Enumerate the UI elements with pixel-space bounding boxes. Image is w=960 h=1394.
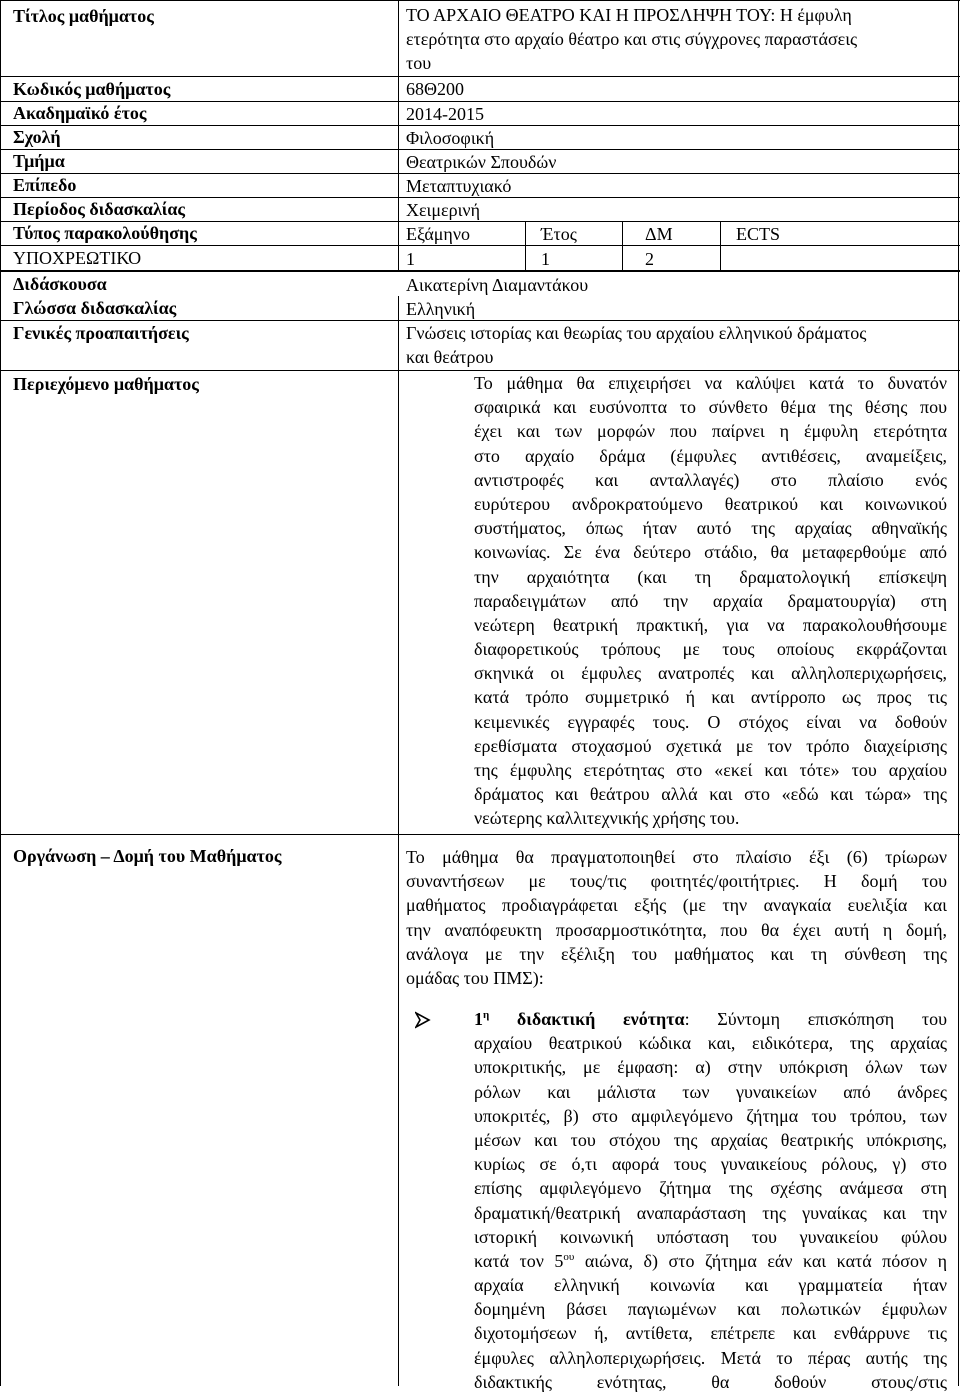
structure-line: συναντήσεων με τους/τις φοιτητές/φοιτήτριες. Η δομή του	[406, 871, 947, 892]
header-year: Έτος	[541, 224, 577, 244]
row-structure	[0, 834, 960, 1392]
table-border-left	[0, 0, 1, 1386]
row-school	[0, 125, 960, 149]
content-line: παραδειγμάτων από την αρχαία δραματουργία) στη	[474, 590, 947, 611]
structure-line: μαθήματος προδιαγράφεται εξής (με την αναγκαία ευελιξία και	[406, 895, 947, 916]
row-prerequisites	[0, 320, 960, 370]
content-line: σφαιρικά και ευσύνοπτα το σύνθετο θέμα της θέσης που	[474, 397, 947, 418]
value-period: Χειμερινή	[406, 200, 480, 220]
content-line: της έμφυλης ετερότητας στο «εκεί και τότε» του αρχαίου	[474, 760, 947, 780]
unit-line: δομημένη βάσει παγιωμένων και πολωτικών έμφυλων	[474, 1299, 947, 1320]
value-language: Ελληνική	[406, 299, 476, 319]
row-attendance	[0, 221, 960, 245]
value-semester: 1	[406, 249, 415, 269]
label-mandatory: ΥΠΟΧΡΕΩΤΙΚΟ	[13, 248, 142, 268]
content-line: αντιστροφές και ανταλλαγές) στο πλαίσιο ενός	[474, 469, 947, 490]
content-line: δράματος και θεάτρου αλλά και στο «εδώ και τώρα» της	[474, 784, 947, 805]
unit-line: διχοτομήσεων ή, αντίθετα, επέτρεπε και ενθάρρυνε τις	[474, 1323, 947, 1344]
content-line: νεώτερης καλλιτεχνικής χρήσης του.	[474, 808, 740, 829]
label-prerequisites: Γενικές προαπαιτήσεις	[13, 323, 189, 343]
content-line: κειμενικές εγγραφές τους. Ο στόχος είναι να δοθούν	[474, 711, 947, 732]
content-line: διαφορετικούς τρόπους με τους οποίους εκφράζονται	[474, 639, 947, 660]
label-period: Περίοδος διδασκαλίας	[13, 199, 186, 219]
unit-century-post: αιώνα, δ) στο ζήτημα εάν και κατά πόσον η	[574, 1250, 947, 1271]
unit-line: αρχαία ελληνική κοινωνία και γραμματεία ήταν	[474, 1275, 947, 1296]
unit-line: ιστορική κοινωνική υπόσταση του γυναικείου φύλου	[474, 1226, 947, 1247]
content-line: έχει και των μορφών που παίρνει η έμφυλη ετερότητα	[474, 421, 947, 442]
unit-title: διδακτική ενότητα	[516, 1009, 685, 1029]
unit-paragraph	[474, 1007, 947, 1394]
content-line: στο αρχαίο δράμα (έμφυλες αντιθέσεις, αναμείξεις,	[474, 445, 947, 466]
value-dm: 2	[645, 249, 654, 269]
header-dm: ΔΜ	[645, 224, 673, 244]
row-academic-year	[0, 101, 960, 125]
unit-century-pre: κατά τον 5	[474, 1250, 564, 1271]
unit-line: μέσων και του στόχου της αρχαίας θεατρικής υπόκρισης,	[474, 1129, 947, 1150]
row-content	[0, 370, 960, 834]
value-instructor: Αικατερίνη Διαμαντάκου	[406, 275, 589, 295]
table-border-right	[958, 0, 959, 1386]
content-line: Το μάθημα θα επιχειρήσει να καλύψει κατά το δυνατόν	[474, 373, 947, 393]
header-semester: Εξάμηνο	[406, 224, 470, 244]
header-ects: ECTS	[736, 224, 781, 244]
label-school: Σχολή	[13, 127, 61, 147]
value-academic-year: 2014-2015	[406, 104, 484, 124]
value-title-line1: ΤΟ ΑΡΧΑΙΟ ΘΕΑΤΡΟ ΚΑΙ Η ΠΡΟΣΛΗΨΗ ΤΟΥ: Η έμφυλη	[406, 5, 852, 25]
unit-first-text: : Σύντομη επισκόπηση του	[684, 1009, 947, 1029]
value-prerequisites-line2: και θεάτρου	[406, 347, 494, 367]
content-line: συστήματος, όπως ήταν αυτό της αρχαίας αθηναϊκής	[474, 518, 947, 539]
unit-century-sup: ου	[563, 1250, 575, 1263]
value-level: Μεταπτυχιακό	[406, 176, 512, 196]
unit-line-first	[474, 1007, 947, 1031]
unit-line: έμφυλες αλληλοπεριχωρήσεις. Μετά το πέρας αυτής της	[474, 1347, 947, 1368]
row-title	[0, 0, 960, 76]
value-year: 1	[541, 249, 550, 269]
arrow-bullet-icon	[415, 1011, 431, 1029]
unit-number: 1	[474, 1009, 483, 1029]
structure-line: Το μάθημα θα πραγματοποιηθεί στο πλαίσιο έξι (6) τρίωρων	[406, 847, 947, 867]
label-language: Γλώσσα διδασκαλίας	[13, 298, 177, 318]
row-period	[0, 197, 960, 221]
label-department: Τμήμα	[13, 151, 65, 171]
label-title: Τίτλος μαθήματος	[13, 6, 154, 26]
value-title-line3: του	[406, 53, 432, 73]
unit-line: υποκριτές, β) στο αμφιλεγόμενο ζήτημα του τρόπου, των	[474, 1105, 947, 1126]
structure-line: την αναπόφευκτη προσαρμοστικότητα, που θα έχει αυτή η δομή,	[406, 919, 947, 940]
unit-line: κυρίως σε ό,τι αφορά τους γυναικείους ρόλους, γ) στο	[474, 1154, 947, 1175]
content-line: σκηνικά οι έμφυλες ανατροπές και αλληλοπεριχωρήσεις,	[474, 663, 947, 684]
value-department: Θεατρικών Σπουδών	[406, 152, 557, 172]
content-line: κατά τρόπο συμμετρικό ή και αντίρροπο ως προς τις	[474, 687, 947, 708]
label-academic-year: Ακαδημαϊκό έτος	[13, 103, 147, 123]
label-structure: Οργάνωση – Δομή του Μαθήματος	[13, 846, 282, 866]
label-level: Επίπεδο	[13, 175, 77, 195]
unit-line-century	[474, 1249, 947, 1273]
label-content: Περιεχόμενο μαθήματος	[13, 374, 199, 394]
unit-line: επίσης αμφιλεγόμενο ζήτημα της σχέσης ανάμεσα στη	[474, 1178, 947, 1199]
content-paragraph	[474, 371, 947, 831]
content-line: κοινωνίας. Σε ένα δεύτερο στάδιο, θα μεταφερθούμε από	[474, 542, 947, 563]
value-code: 68Θ200	[406, 79, 464, 99]
row-language	[0, 296, 960, 320]
value-school: Φιλοσοφική	[406, 128, 495, 148]
content-line: ευρύτερου ανδροκρατούμενο θεατρικού και κοινωνικού	[474, 493, 947, 514]
value-title-line2: ετερότητα στο αρχαίο θέατρο και στις σύγχρονες παραστάσεις	[406, 29, 858, 49]
row-mandatory	[0, 245, 960, 271]
structure-line: ομάδας του ΠΜΣ):	[406, 967, 544, 988]
unit-line: δραματική/θεατρική αναπαράσταση της γυναίκας και την	[474, 1202, 947, 1223]
label-code: Κωδικός μαθήματος	[13, 79, 171, 99]
row-level	[0, 173, 960, 197]
row-instructor	[0, 271, 960, 296]
label-attendance: Τύπος παρακολούθησης	[13, 223, 197, 243]
value-prerequisites-line1: Γνώσεις ιστορίας και θεωρίας του αρχαίου ελληνικού δράματος	[406, 323, 867, 343]
label-instructor: Διδάσκουσα	[13, 274, 107, 294]
row-code	[0, 76, 960, 101]
content-line: νεώτερη θεατρική πρακτική, για να παρακολουθήσουμε	[474, 614, 947, 635]
content-line: ερεθίσματα στοχασμού σχετικά με τον τρόπο διαχείρισης	[474, 735, 947, 756]
unit-line: διδακτικής ενότητας, θα δοθούν στους/στις	[474, 1371, 947, 1392]
unit-line: ρόλων και μάλιστα των γυναικείων από άνδρες	[474, 1081, 947, 1102]
structure-paragraph	[406, 845, 947, 990]
unit-sup: η	[483, 1009, 490, 1021]
content-line: την αρχαιότητα (και τη δραματολογική επίσκεψη	[474, 566, 947, 587]
unit-line: υποκριτικής, με έμφαση: α) στην υπόκριση όλων των	[474, 1057, 947, 1078]
row-department	[0, 149, 960, 173]
unit-line: αρχαίου θεατρικού κώδικα και, ειδικότερα, της αρχαίας	[474, 1033, 947, 1054]
structure-line: ανάλογα με την εξέλιξη του μαθήματος και τη σύνθεση της	[406, 943, 947, 964]
